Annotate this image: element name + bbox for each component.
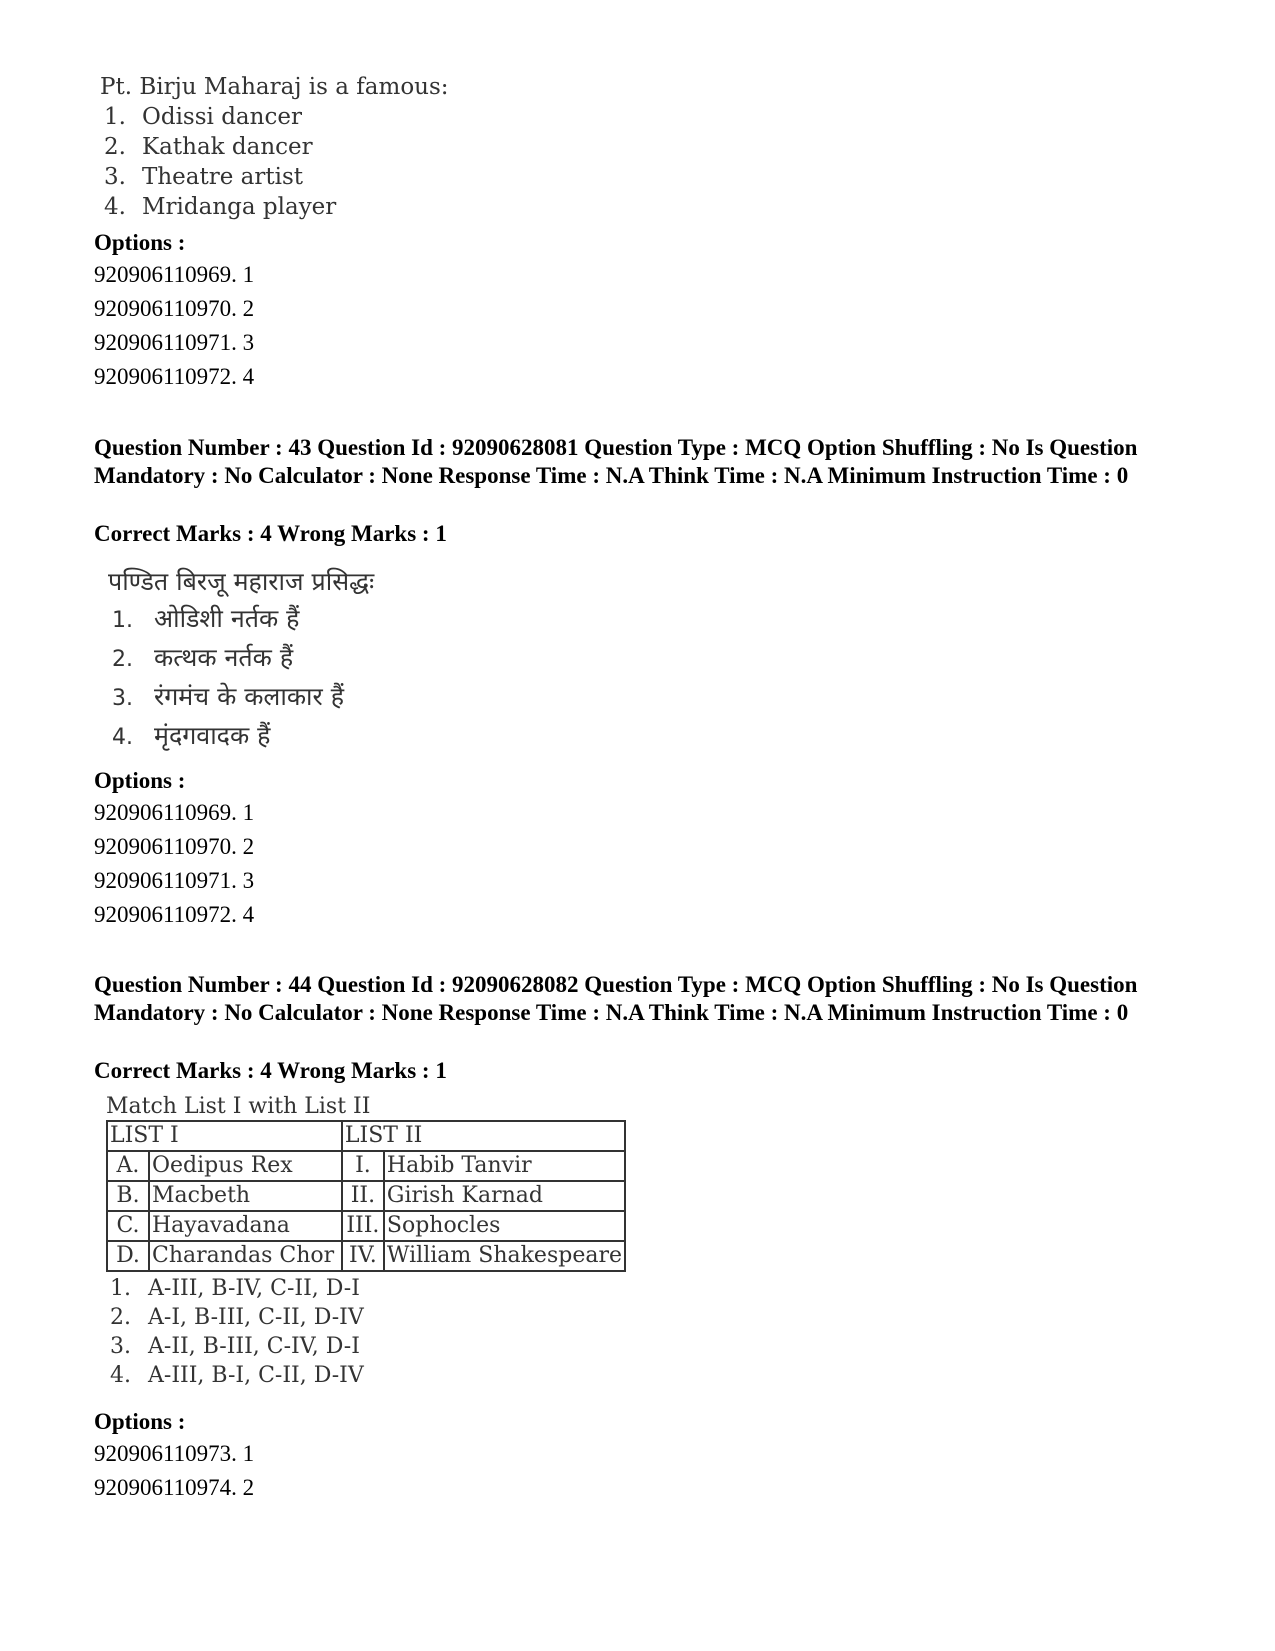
q44-choice-3-num: 3. xyxy=(110,1334,131,1359)
q42-choice-4-text: Mridanga player xyxy=(142,194,337,220)
q43-choice-2-num: 2. xyxy=(112,647,133,672)
q43-choice-2-text: कत्थक नर्तक हैं xyxy=(154,643,294,672)
q43-option-4: 920906110972. 4 xyxy=(94,902,255,927)
q44-choice-4 xyxy=(106,1361,626,1390)
list-2-header: LIST II xyxy=(342,1121,625,1151)
q44-question-image xyxy=(106,1094,626,1390)
q42-choice-1 xyxy=(100,102,449,132)
q44-marks: Correct Marks : 4 Wrong Marks : 1 xyxy=(94,1058,447,1083)
q43-meta: Question Number : 43 Question Id : 92090628081 Question Type : MCQ Option Shuffling : No Is Question Mandatory : No Calculator : None Response Time : N.A Think Time : N.A Minimum Instruction Time : 0 xyxy=(94,435,1138,488)
q42-choice-3-text: Theatre artist xyxy=(142,164,303,190)
q42-choice-4 xyxy=(100,192,449,222)
q44-choice-4-text: A-III, B-I, C-II, D-IV xyxy=(148,1363,364,1388)
q44-option-1: 920906110973. 1 xyxy=(94,1441,255,1466)
q44-option-2: 920906110974. 2 xyxy=(94,1475,255,1500)
list-2-value: Girish Karnad xyxy=(384,1181,625,1211)
q42-option-3: 920906110971. 3 xyxy=(94,330,255,355)
q42-options xyxy=(94,228,254,394)
q42-option-4: 920906110972. 4 xyxy=(94,364,255,389)
list-2-label: II. xyxy=(342,1181,384,1211)
q43-choice-3-text: रंगमंच के कलाकार हैं xyxy=(154,682,344,711)
list-1-label: B. xyxy=(107,1181,149,1211)
q44-options xyxy=(94,1407,254,1505)
q44-meta: Question Number : 44 Question Id : 92090628082 Question Type : MCQ Option Shuffling : No Is Question Mandatory : No Calculator : None Response Time : N.A Think Time : N.A Minimum Instruction Time : 0 xyxy=(94,972,1138,1025)
q44-choice-3 xyxy=(106,1332,626,1361)
q44-choices xyxy=(106,1274,626,1390)
q43-stem: पण्डित बिरजू महाराज प्रसिद्धः xyxy=(108,567,375,596)
q42-choice-2 xyxy=(100,132,449,162)
list-1-value: Charandas Chor xyxy=(149,1241,342,1271)
q43-choice-4-text: मृंदगवादक हैं xyxy=(154,721,271,750)
list-1-label: D. xyxy=(107,1241,149,1271)
list-1-value: Oedipus Rex xyxy=(149,1151,342,1181)
q42-choice-3-num: 3. xyxy=(104,164,126,190)
list-1-label: A. xyxy=(107,1151,149,1181)
q43-choice-1-num: 1. xyxy=(112,608,133,633)
table-row xyxy=(107,1241,625,1271)
q44-choice-1 xyxy=(106,1274,626,1303)
q44-choice-2-text: A-I, B-III, C-II, D-IV xyxy=(148,1305,364,1330)
q42-options-label: Options : xyxy=(94,230,186,255)
q42-choice-4-num: 4. xyxy=(104,194,126,220)
list-2-label: IV. xyxy=(342,1241,384,1271)
q43-choice-2 xyxy=(108,639,374,678)
table-row xyxy=(107,1211,625,1241)
q43-option-2: 920906110970. 2 xyxy=(94,834,255,859)
q42-option-1: 920906110969. 1 xyxy=(94,262,255,287)
table-row xyxy=(107,1151,625,1181)
q43-marks: Correct Marks : 4 Wrong Marks : 1 xyxy=(94,521,447,546)
q43-choice-1 xyxy=(108,600,374,639)
q43-options xyxy=(94,766,254,932)
list-2-label: I. xyxy=(342,1151,384,1181)
q42-choice-2-num: 2. xyxy=(104,134,126,160)
table-row xyxy=(107,1181,625,1211)
q44-choice-1-text: A-III, B-IV, C-II, D-I xyxy=(148,1276,360,1301)
list-2-label: III. xyxy=(342,1211,384,1241)
q42-choice-1-text: Odissi dancer xyxy=(142,104,302,130)
list-1-label: C. xyxy=(107,1211,149,1241)
q43-option-3: 920906110971. 3 xyxy=(94,868,255,893)
list-1-value: Macbeth xyxy=(149,1181,342,1211)
match-table xyxy=(106,1120,626,1272)
list-1-header: LIST I xyxy=(107,1121,342,1151)
q42-stem: Pt. Birju Maharaj is a famous: xyxy=(100,74,449,100)
q43-choice-1-text: ओडिशी नर्तक हैं xyxy=(154,604,300,633)
q44-choice-2 xyxy=(106,1303,626,1332)
q42-option-2: 920906110970. 2 xyxy=(94,296,255,321)
list-2-value: Habib Tanvir xyxy=(384,1151,625,1181)
q44-choice-2-num: 2. xyxy=(110,1305,131,1330)
q44-choice-3-text: A-II, B-III, C-IV, D-I xyxy=(148,1334,360,1359)
match-table-header xyxy=(107,1121,625,1151)
q42-choice-2-text: Kathak dancer xyxy=(142,134,313,160)
q42-question-image xyxy=(100,72,449,222)
list-1-value: Hayavadana xyxy=(149,1211,342,1241)
q44-options-label: Options : xyxy=(94,1409,186,1434)
q42-choice-1-num: 1. xyxy=(104,104,126,130)
q43-options-label: Options : xyxy=(94,768,186,793)
list-2-value: William Shakespeare xyxy=(384,1241,625,1271)
q43-choice-4 xyxy=(108,717,374,756)
q43-option-1: 920906110969. 1 xyxy=(94,800,255,825)
q43-choice-4-num: 4. xyxy=(112,725,133,750)
q44-choice-4-num: 4. xyxy=(110,1363,131,1388)
q43-choice-3-num: 3. xyxy=(112,686,133,711)
q43-question-image xyxy=(108,563,374,756)
q43-choice-3 xyxy=(108,678,374,717)
q44-choice-1-num: 1. xyxy=(110,1276,131,1301)
list-2-value: Sophocles xyxy=(384,1211,625,1241)
q42-choice-3 xyxy=(100,162,449,192)
q44-stem: Match List I with List II xyxy=(106,1094,371,1119)
